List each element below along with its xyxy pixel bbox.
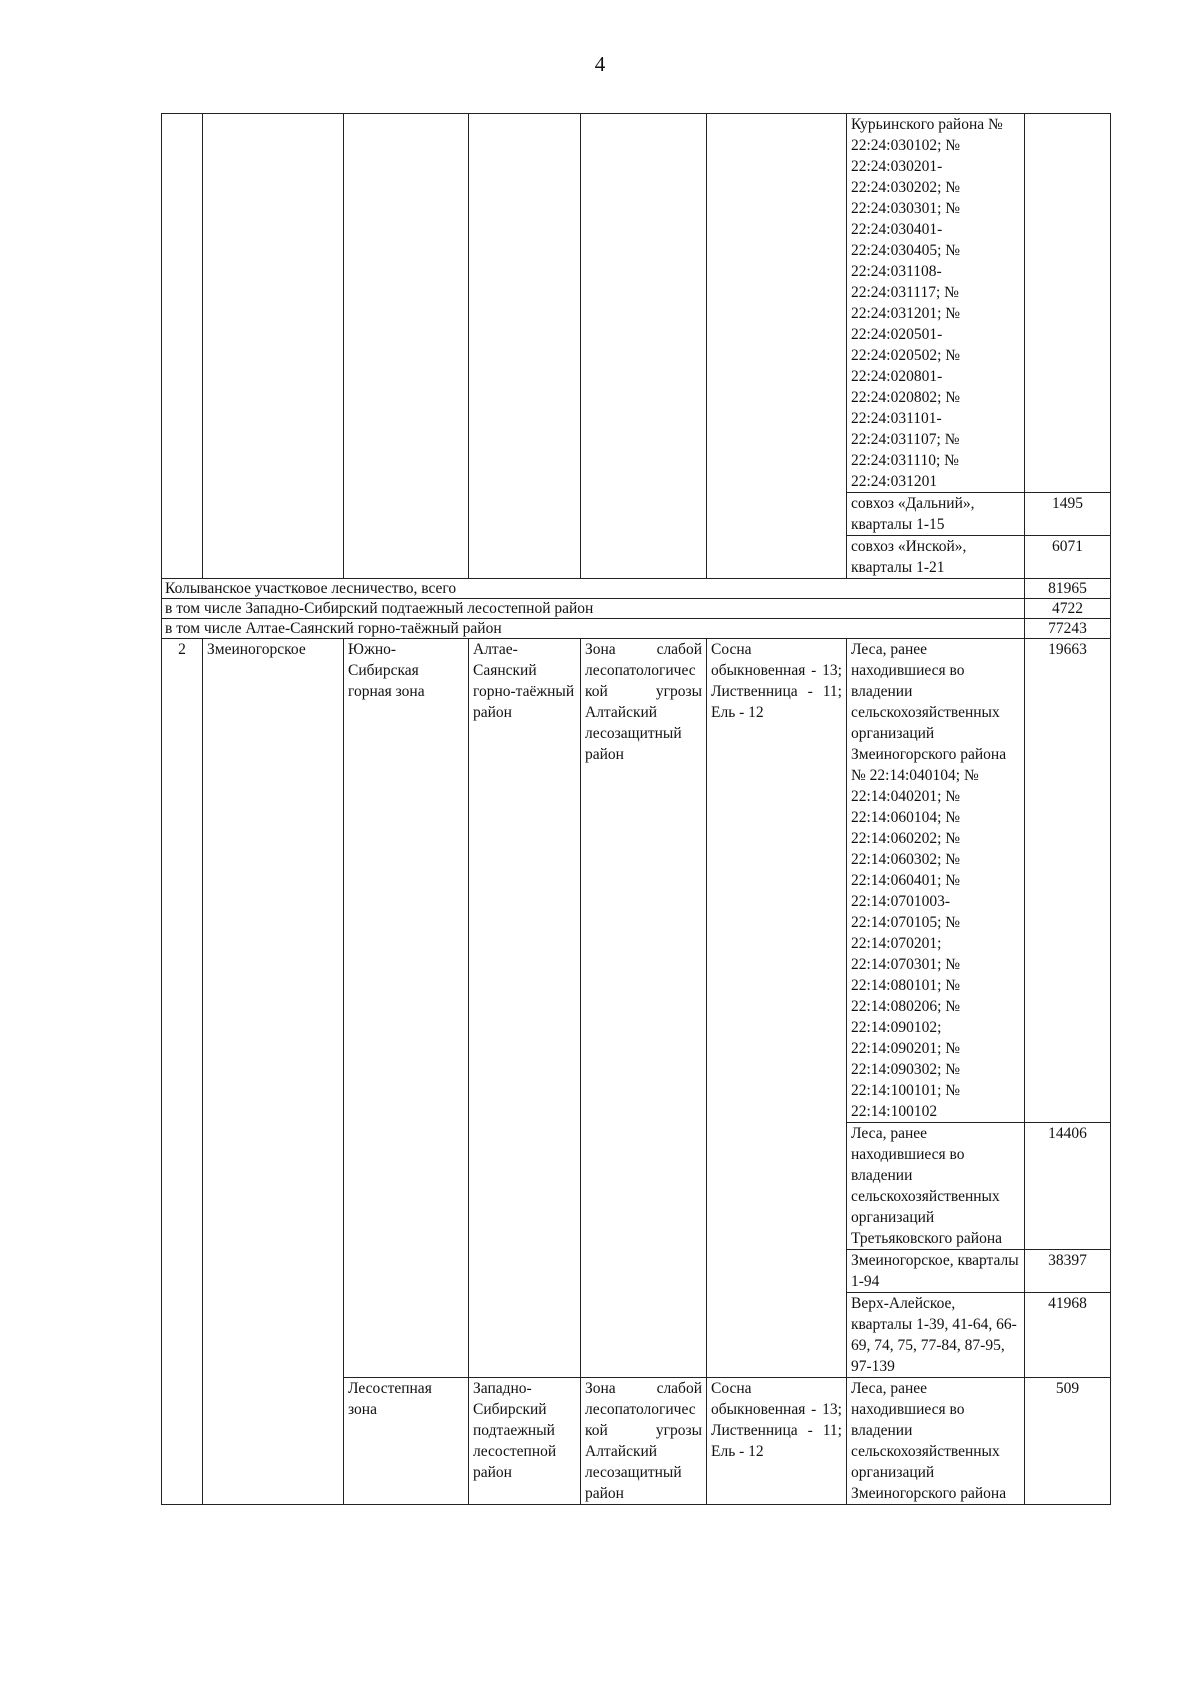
cell-empty [707,114,847,579]
summary-label: в том числе Западно-Сибирский подтаежный лесостепной район [162,599,1025,619]
page-number: 4 [594,52,606,76]
cell-empty [203,114,344,579]
area-cell: 6071 [1025,536,1111,579]
summary-row [162,599,1111,619]
location-cell: Леса, ранее находившиеся во владении сельскохозяйственных организаций Змеиногорского района № 22:14:040104; № 22:14:040201; № 22:14:060104; № 22:14:060202; № 22:14:060302; № 22:14:060401; № 22:14:0701003-22:14:070105; № 22:14:070201; 22:14:070301; № 22:14:080101; № 22:14:080206; № 22:14:090102; 22:14:090201; № 22:14:090302; № 22:14:100101; № 22:14:100102 [847,639,1025,1123]
cell-empty [581,114,707,579]
summary-value: 77243 [1025,619,1111,639]
area-cell: 1495 [1025,493,1111,536]
summary-row [162,619,1111,639]
cell-empty [344,114,469,579]
location-cell: Леса, ранее находившиеся во владении сельскохозяйственных организаций Третьяковского района [847,1123,1025,1250]
area-cell [1025,114,1111,493]
location-cell: совхоз «Инской», кварталы 1-21 [847,536,1025,579]
summary-value: 81965 [1025,579,1111,599]
summary-value: 4722 [1025,599,1111,619]
summary-label: Колыванское участковое лесничество, всего [162,579,1025,599]
table-row [162,114,1111,493]
tree-species: Сосна обыкновенная - 13; Лиственница - 11; Ель - 12 [707,639,847,1378]
area-cell: 509 [1025,1378,1111,1505]
forest-region: Алтае-Саянский горно-таёжный район [469,639,581,1378]
tree-species: Сосна обыкновенная - 13; Лиственница - 11; Ель - 12 [707,1378,847,1505]
forestry-name: Змеиногорское [203,639,344,1505]
area-cell: 19663 [1025,639,1111,1123]
natural-zone: Лесостепная зона [344,1378,469,1505]
table-row [162,639,1111,1123]
location-cell: Леса, ранее находившиеся во владении сельскохозяйственных организаций Змеиногорского района [847,1378,1025,1505]
threat-zone: Зона слабой лесопатологической угрозы Алтайский лесозащитный район [581,1378,707,1505]
cell-empty [469,114,581,579]
area-cell: 38397 [1025,1250,1111,1293]
forestry-table [161,113,1111,1505]
forest-region: Западно-Сибирский подтаежный лесостепной район [469,1378,581,1505]
row-index: 2 [162,639,203,1505]
location-cell: Змеиногорское, кварталы 1-94 [847,1250,1025,1293]
area-cell: 41968 [1025,1293,1111,1378]
area-cell: 14406 [1025,1123,1111,1250]
location-cell: Курьинского района № 22:24:030102; № 22:24:030201-22:24:030202; № 22:24:030301; № 22:24:030401-22:24:030405; № 22:24:031108-22:24:031117; № 22:24:031201; № 22:24:020501-22:24:020502; № 22:24:020801-22:24:020802; № 22:24:031101-22:24:031107; № 22:24:031110; № 22:24:031201 [847,114,1025,493]
summary-label: в том числе Алтае-Саянский горно-таёжный район [162,619,1025,639]
threat-zone: Зона слабой лесопатологической угрозы Алтайский лесозащитный район [581,639,707,1378]
natural-zone: Южно-Сибирская горная зона [344,639,469,1378]
location-cell: Верх-Алейское, кварталы 1-39, 41-64, 66-69, 74, 75, 77-84, 87-95, 97-139 [847,1293,1025,1378]
cell-empty [162,114,203,579]
location-cell: совхоз «Дальний», кварталы 1-15 [847,493,1025,536]
summary-row [162,579,1111,599]
